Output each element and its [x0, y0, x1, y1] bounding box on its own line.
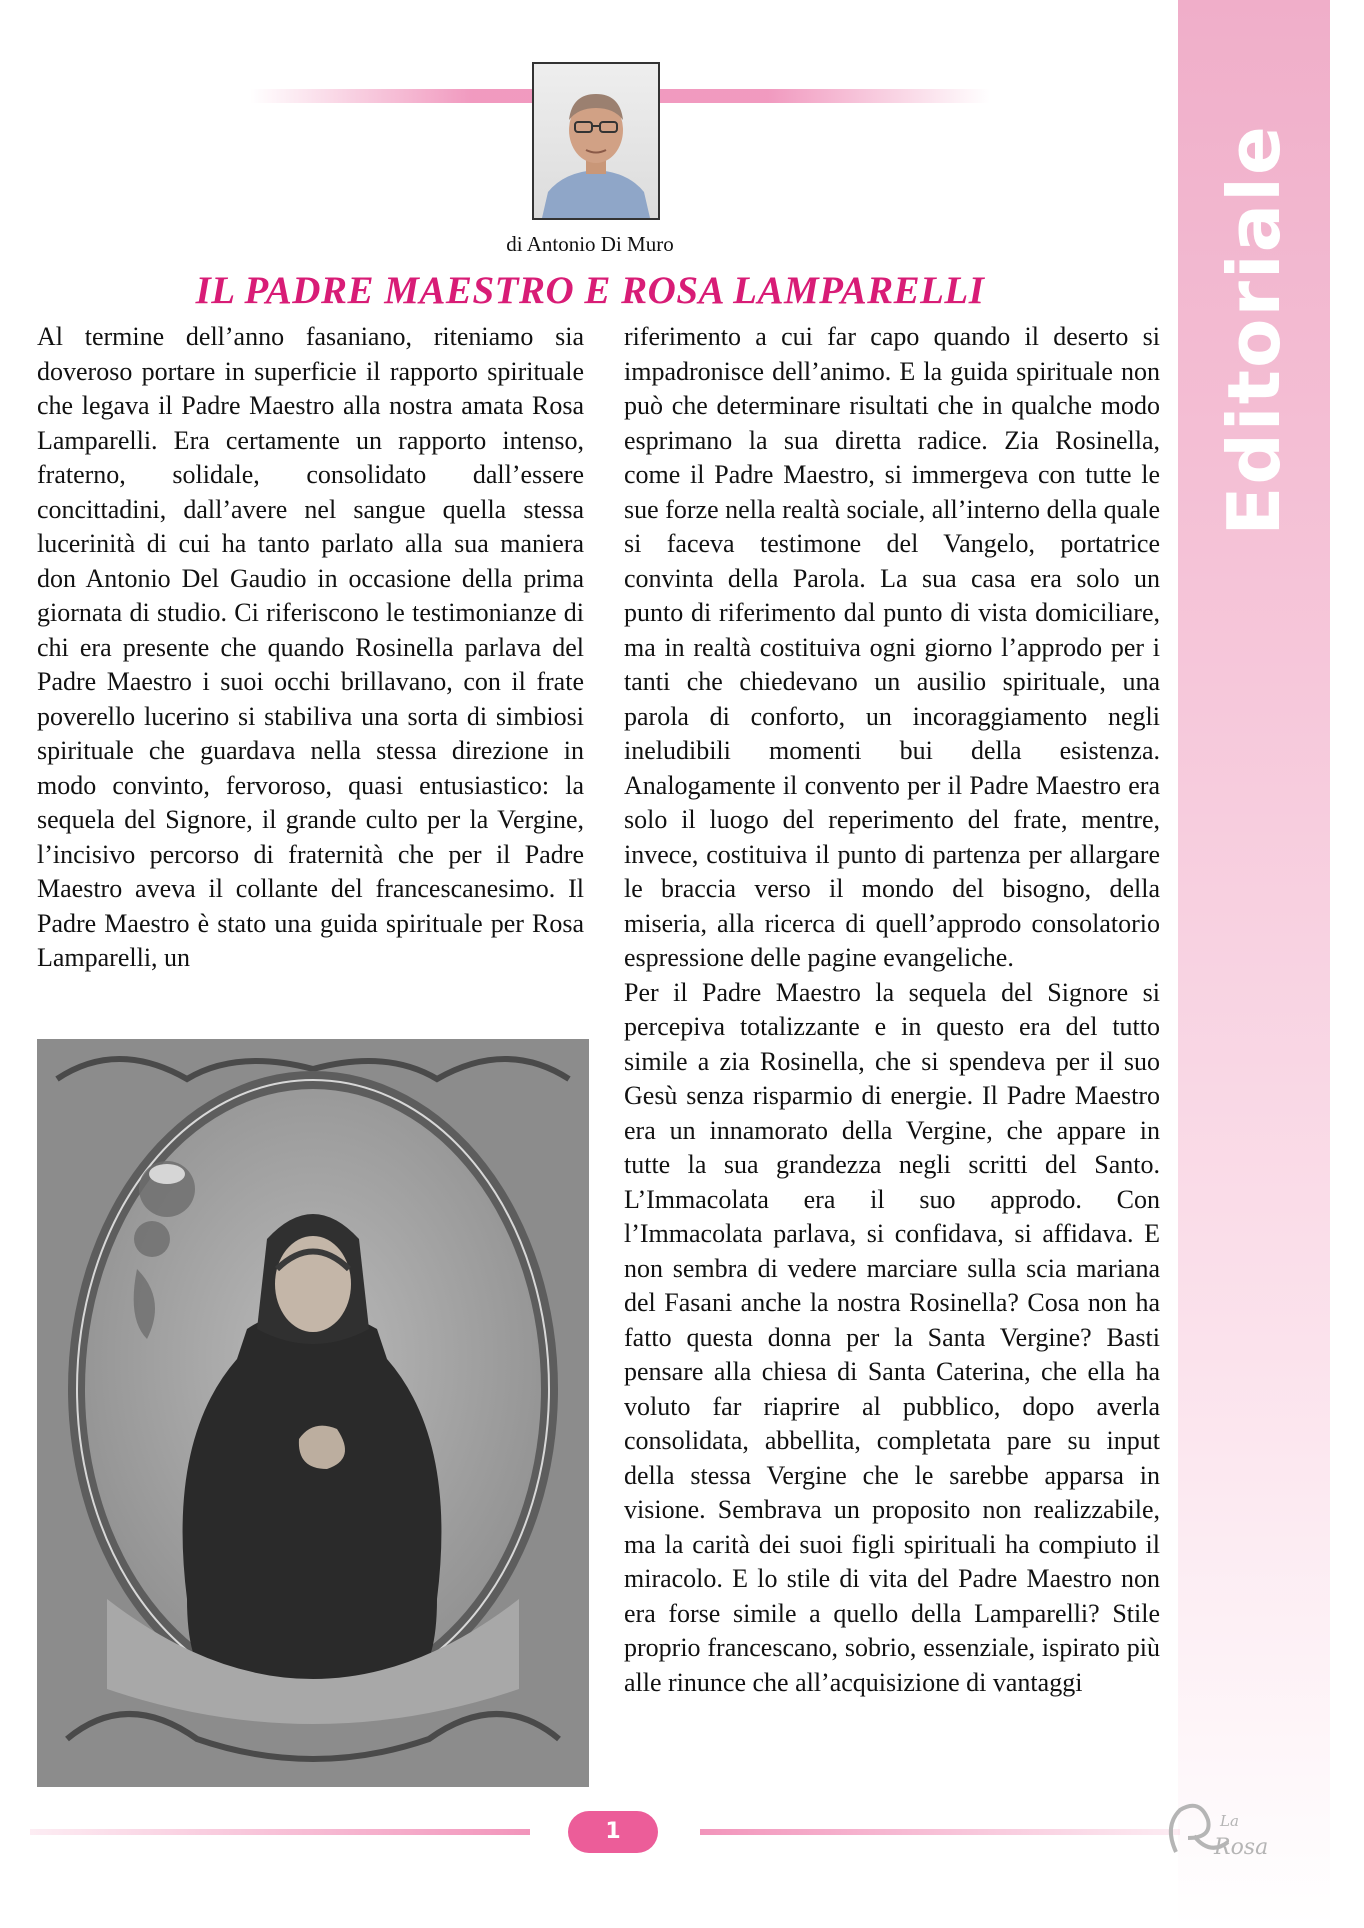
magazine-logo: [1150, 1796, 1280, 1866]
engraving-image: [37, 1039, 589, 1787]
article-title: IL PADRE MAESTRO E ROSA LAMPARELLI: [195, 269, 985, 312]
article-paragraph: Per il Padre Maestro la sequela del Signore si percepiva totalizzante e in questo era del tutto simile a zia Rosinella, che si spendeva per il suo Gesù senza risparmio di energie. Il Padre Maestro era un innamorato della Vergine, che appare in tutte la sua grandezza negli scritti del Santo. L’Immacolata era il suo approdo. Con l’Immacolata parlava, si confidava, si affidava. E non sembra di vedere marciare sulla scia mariana del Fasani anche la nostra Rosinella? Cosa non ha fatto questa donna per la Santa Vergine? Basti pensare alla chiesa di Santa Caterina, che ella ha voluto far riaprire al pubblico, dopo averla consolidata, abbellita, completata pare su input della stessa Vergine che le sarebbe apparsa in visione. Sembrava un proposito non realizzabile, ma la carità dei suoi figli spirituali ha compiuto il miracolo. E lo stile di vita del Padre Maestro non era forse simile a quello della Lamparelli? Stile proprio francescano, sobrio, essenziale, ispirato più alle rinunce che all’acquisizione di vantaggi: [624, 977, 1160, 1697]
article-paragraph: riferimento a cui far capo quando il deserto si impadronisce dell’animo. E la guida spirituale non può che determinare risultati che in qualche modo esprimano la sua diretta radice. Zia Rosinella, come il Padre Maestro, si immergeva con tutte le sue forze nella realtà sociale, all’interno della quale si faceva testimone del Vangelo, portatrice convinta della Parola. La sua casa era solo un punto di riferimento dal punto di vista domiciliare, ma in realtà costituiva ogni giorno l’approdo per i tanti che chiedevano un ausilio spirituale, una parola di conforto, un incoraggiamento negli ineludibili momenti bui della esistenza. Analogamente il convento per il Padre Maestro era solo il luogo del reperimento del frate, mentre, invece, costituiva il punto di partenza per allargare le braccia verso il mondo del bisogno, della miseria, alla ricerca di quell’approdo consolatorio espressione delle pagine evangeliche.: [624, 322, 1160, 972]
page-number: 1: [568, 1811, 658, 1853]
footer-rule-right: [700, 1829, 1180, 1835]
author-byline: di Antonio Di Muro: [506, 232, 674, 256]
article-paragraph: Al termine dell’anno fasaniano, riteniamo sia doveroso portare in superficie il rapporto spirituale che legava il Padre Maestro alla nostra amata Rosa Lamparelli. Era certamente un rapporto intenso, fraterno, solidale, consolidato dall’essere concittadini, dall’avere nel sangue quella stessa lucerinità di cui ha tanto parlato alla sua maniera don Antonio Del Gaudio in occasione della prima giornata di studio. Ci riferiscono le testimonianze di chi era presente che quando Rosinella parlava del Padre Maestro i suoi occhi brillavano, con il frate poverello lucerino si stabiliva una sorta di simbiosi spirituale che guardava nella stessa direzione in modo convinto, fervoroso, quasi entusiastico: la sequela del Signore, il grande culto per la Vergine, l’incisivo percorso di fraternità che per il Padre Maestro aveva il collante del francescanesimo. Il Padre Maestro è stato una guida spirituale per Rosa Lamparelli, un: [37, 322, 584, 972]
svg-text:La: La: [1220, 1812, 1239, 1830]
section-label: Editoriale: [1212, 124, 1296, 536]
author-photo: [532, 62, 660, 220]
footer-rule-left: [30, 1829, 530, 1835]
article-column-left: [37, 320, 584, 976]
article-column-right: [624, 320, 1160, 1700]
svg-text:Rosa: Rosa: [1214, 1835, 1269, 1860]
